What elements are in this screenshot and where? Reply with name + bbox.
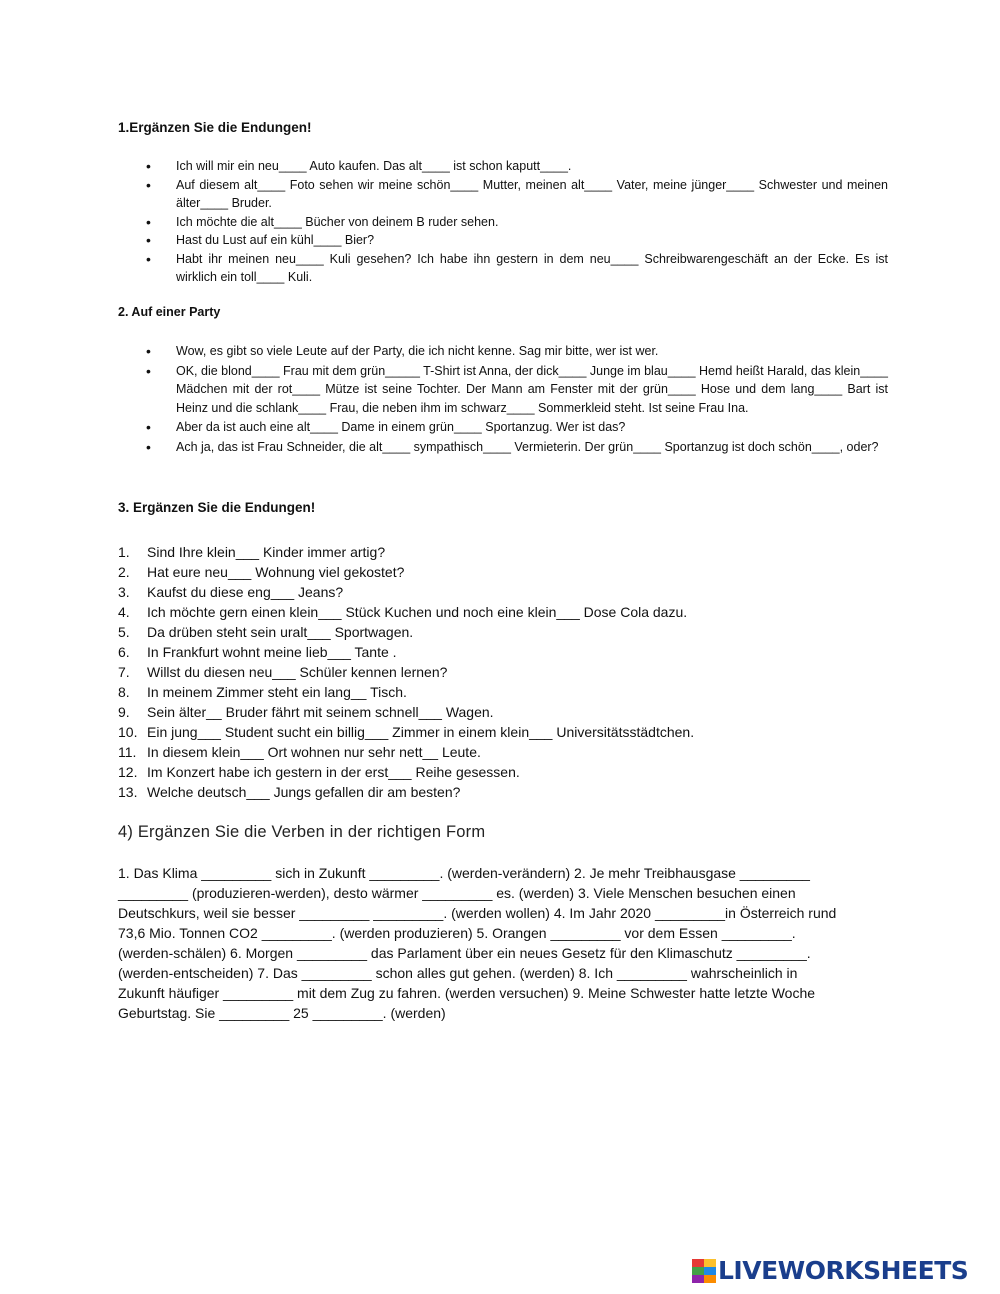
logo-cube: [692, 1267, 704, 1275]
list-item: • Wow, es gibt so viele Leute auf der Party, die ich nicht kenne. Sag mir bitte, wer ist wer.: [146, 343, 659, 359]
bullet-icon: •: [146, 419, 151, 435]
item-number: 7.: [118, 664, 130, 680]
list-item: • Habt ihr meinen neu____ Kuli gesehen? Ich habe ihn gestern in dem neu____ Schreibwarengeschäft an der Ecke. Es ist wirklich ein toll____ Kuli.: [146, 250, 888, 284]
item-number: 8.: [118, 684, 130, 700]
list-item: [118, 662, 878, 682]
logo-cube: [704, 1267, 716, 1275]
section1-list: [118, 157, 888, 287]
item-number: 4.: [118, 604, 130, 620]
item-text: Willst du diesen neu___ Schüler kennen lernen?: [147, 664, 448, 680]
list-item: [118, 682, 878, 702]
item-text: Sind Ihre klein___ Kinder immer artig?: [147, 544, 386, 560]
item-number: 13.: [118, 784, 138, 800]
list-item: [118, 702, 878, 722]
item-text: Welche deutsch___ Jungs gefallen dir am besten?: [147, 784, 461, 800]
list-item: • Auf diesem alt____ Foto sehen wir meine schön____ Mutter, meinen alt____ Vater, meine jünger____ Schwester und meinen älter____ Bruder.: [146, 176, 888, 210]
bullet-icon: •: [146, 250, 151, 267]
list-item: [118, 742, 878, 762]
list-item: [118, 562, 878, 582]
item-number: 11.: [118, 744, 137, 760]
item-number: 1.: [118, 544, 130, 560]
logo-cube: [704, 1259, 716, 1267]
bullet-icon: •: [146, 343, 151, 359]
item-number: 6.: [118, 644, 130, 660]
bullet-icon: •: [146, 438, 151, 455]
list-item: • Hast du Lust auf ein kühl____ Bier?: [146, 232, 375, 248]
item-text: In diesem klein___ Ort wohnen nur sehr nett__ Leute.: [147, 744, 481, 760]
list-item: • Ich möchte die alt____ Bücher von deinem B ruder sehen.: [146, 213, 499, 230]
list-item: [118, 622, 878, 642]
section1-title: 1.Ergänzen Sie die Endungen!: [118, 120, 312, 135]
logo-cubes-icon: [692, 1259, 716, 1283]
item-text: Kaufst du diese eng___ Jeans?: [147, 584, 344, 600]
section2-title: 2. Auf einer Party: [118, 305, 221, 319]
list-item: • Ich will mir ein neu____ Auto kaufen. Das alt____ ist schon kaputt____.: [146, 158, 572, 174]
bullet-icon: •: [146, 158, 151, 174]
item-text: Da drüben steht sein uralt___ Sportwagen.: [147, 624, 414, 640]
list-item: [118, 762, 878, 782]
item-number: 9.: [118, 704, 130, 720]
bullet-icon: •: [146, 176, 151, 193]
item-text: In meinem Zimmer steht ein lang__ Tisch.: [147, 684, 407, 700]
section3-list: [118, 542, 878, 802]
list-item: • Aber da ist auch eine alt____ Dame in einem grün____ Sportanzug. Wer ist das?: [146, 419, 626, 435]
item-number: 5.: [118, 624, 130, 640]
section4-title: 4) Ergänzen Sie die Verben in der richtigen Form: [118, 823, 486, 841]
section4-paragraph: 1. Das Klima _________ sich in Zukunft _________. (werden-verändern) 2. Je mehr Treibhausgase _________ _________ (produzieren-werden), desto wärmer _________ es. (werden) 3. Viele Menschen besuchen einen Deutschkurs, weil sie besser _________ _________. (werden wollen) 4. Im Jahr 2020 _________in Österreich rund 73,6 Mio. Tonnen CO2 _________. (werden produzieren) 5. Orangen _________ vor dem Essen _________. (werden-schälen) 6. Morgen _________ das Parlament über ein neues Gesetz für den Klimaschutz _________. (werden-entscheiden) 7. Das _________ schon alles gut gehen. (werden) 8. Ich _________ wahrscheinlich in Zukunft häufiger _________ mit dem Zug zu fahren. (werden versuchen) 9. Meine Schwester hatte letzte Woche Geburtstag. Sie _________ 25 _________. (werden): [118, 865, 837, 1021]
list-item: • Ach ja, das ist Frau Schneider, die alt____ sympathisch____ Vermieterin. Der grün____ Sportanzug ist doch schön____, oder?: [146, 438, 879, 455]
item-text: Im Konzert habe ich gestern in der erst___ Reihe gesessen.: [147, 764, 520, 780]
item-number: 12.: [118, 764, 138, 780]
item-number: 2.: [118, 564, 130, 580]
item-text: In Frankfurt wohnt meine lieb___ Tante .: [147, 644, 397, 660]
item-text: Hat eure neu___ Wohnung viel gekostet?: [147, 564, 405, 580]
list-item: [118, 782, 878, 802]
item-number: 3.: [118, 584, 130, 600]
logo-cube: [692, 1275, 704, 1283]
list-item: • OK, die blond____ Frau mit dem grün_____ T-Shirt ist Anna, der dick____ Junge im blau____ Hemd heißt Harald, das klein____ Mädchen mit der rot____ Mütze ist seine Tochter. Der Mann am Fenster mit der grün____ Hose und dem lang____ Bart ist Heinz und die schlank____ Frau, die neben ihm im schwarz____ Sommerkleid steht. Ist seine Frau Ina.: [146, 362, 888, 415]
list-item: [118, 602, 878, 622]
list-item: [118, 722, 878, 742]
item-text: Sein älter__ Bruder fährt mit seinem schnell___ Wagen.: [147, 704, 494, 720]
item-text: Ich möchte gern einen klein___ Stück Kuchen und noch eine klein___ Dose Cola dazu.: [147, 604, 688, 620]
logo-text: LIVEWORKSHEETS: [718, 1256, 969, 1285]
list-item: [118, 642, 878, 662]
bullet-icon: •: [146, 213, 151, 230]
bullet-icon: •: [146, 232, 151, 248]
logo-cube: [704, 1275, 716, 1283]
liveworksheets-logo[interactable]: [692, 1256, 968, 1286]
item-number: 10.: [118, 724, 138, 740]
list-item: [118, 542, 878, 562]
section2-list: [118, 342, 888, 457]
section3-title: 3. Ergänzen Sie die Endungen!: [118, 500, 316, 515]
logo-cube: [692, 1259, 704, 1267]
item-text: Ein jung___ Student sucht ein billig___ Zimmer in einem klein___ Universitätsstädtchen.: [147, 724, 695, 740]
list-item: [118, 582, 878, 602]
bullet-icon: •: [146, 362, 151, 379]
